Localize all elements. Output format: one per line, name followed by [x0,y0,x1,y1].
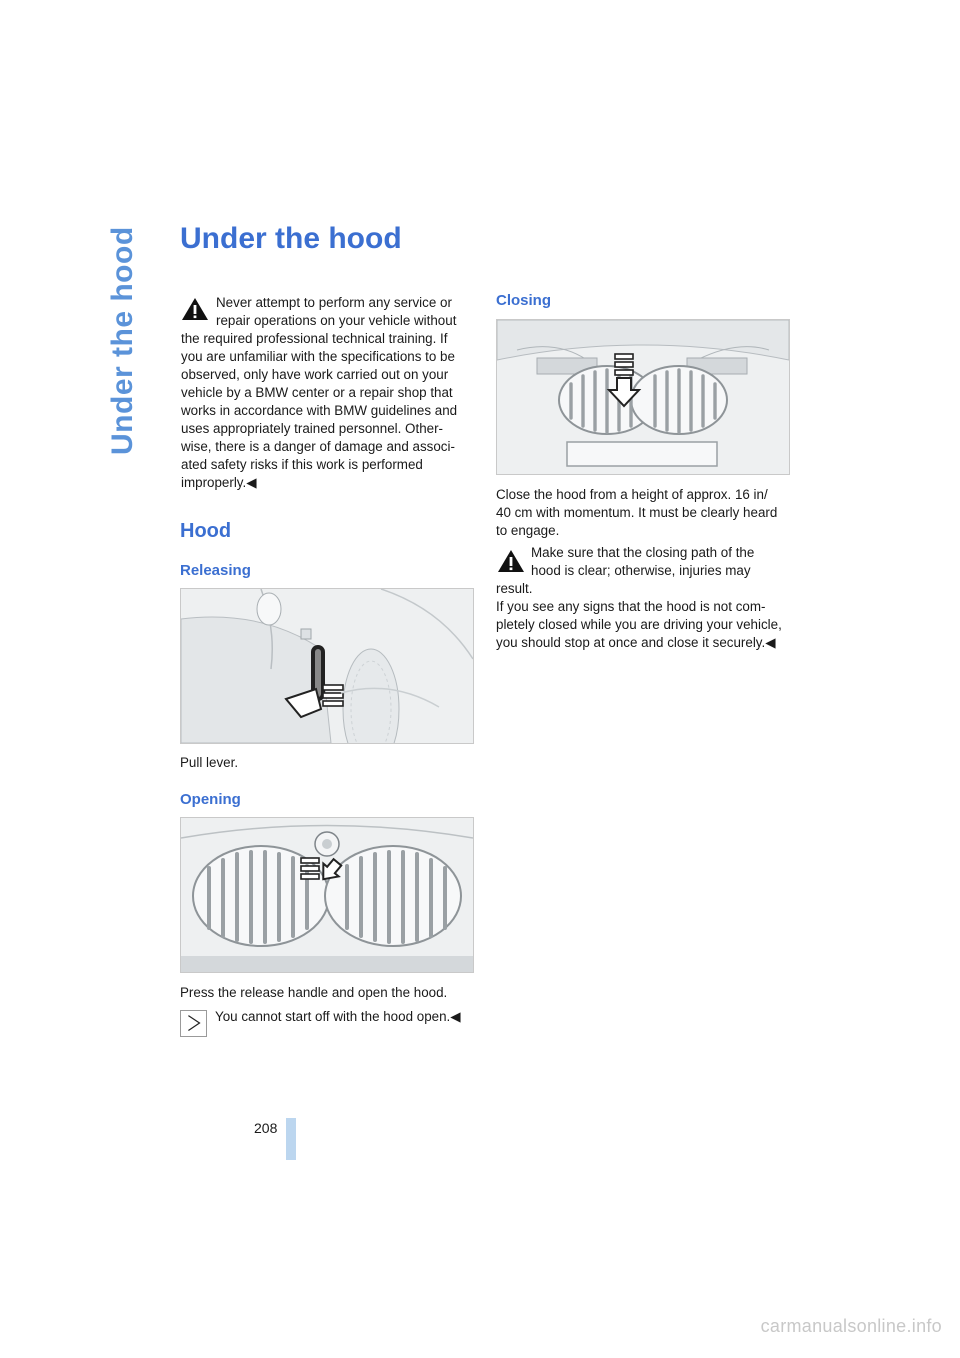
note-icon [180,1010,207,1037]
releasing-figure [180,588,474,744]
lever-illustration [181,589,473,743]
releasing-heading: Releasing [180,562,251,579]
intro-warning-text: Never attempt to perform any service or repair operations on your vehicle without the required professional technical training. If you are unfamiliar with the specifications to be observed, only have work carried out on your vehicle by a BMW center or a repair shop that works in accordance with BMW guidelines and uses appropriately trained personnel. Other- wise, there is a danger of damage and associ- ated safety risks if this work is performed improperly.◀ [181,295,458,490]
opening-note: You cannot start off with the hood open.◀ [215,1009,461,1024]
side-tab-label: Under the hood [106,226,139,455]
closing-figure [496,319,790,475]
closing-heading: Closing [496,292,551,309]
page-title: Under the hood [180,222,402,255]
closing-illustration [497,320,789,474]
hood-heading: Hood [180,520,232,542]
triangle-note-icon [181,1011,206,1036]
watermark: carmanualsonline.info [760,1316,942,1336]
page-bar [286,1118,296,1160]
grille-illustration [181,818,473,972]
closing-warning-text: Make sure that the closing path of the hood is clear; otherwise, injuries may result. If you see any signs that the hood is not com- pletely closed while you are driving your vehicle, you should stop at once and close it securely.◀ [496,545,782,650]
opening-text: Press the release handle and open the hood. [180,985,448,1000]
opening-figure [180,817,474,973]
opening-heading: Opening [180,791,241,808]
releasing-text: Pull lever. [180,755,239,770]
page-number: 208 [254,1120,278,1136]
closing-text: Close the hood from a height of approx. 16 in/ 40 cm with momentum. It must be clearly heard to engage. [496,487,778,538]
side-tab [98,226,158,470]
